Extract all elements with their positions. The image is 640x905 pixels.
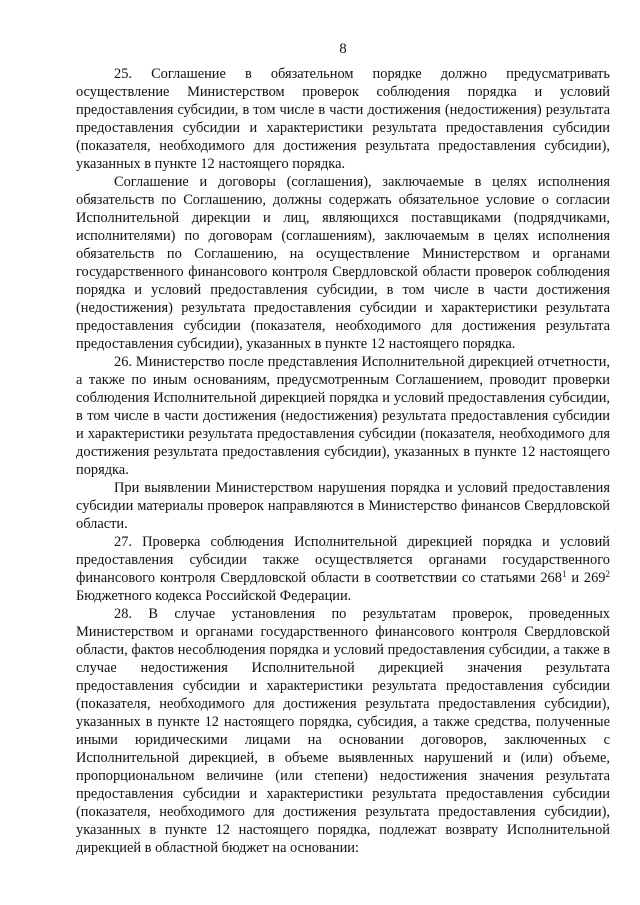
- paragraph-28: 28. В случае установления по результатам проверок, проведенных Министерством и органами государственного финансового контроля Свердловской области, фактов несоблюдения порядка и условий предоставления субсидии, а также в случае недостижения Исполнительной дирекцией значения результата предоставления субсидии и характеристики результата предоставления субсидии (показателя, необходимого для достижения результата предоставления субсидии), указанных в пункте 12 настоящего порядка, субсидия, а также средства, полученные иными юридическими лицами на основании договоров, заключенных с Исполнительной дирекцией, в объеме выявленных нарушений и (или) объеме, пропорциональном величине (или степени) недостижения значения результата предоставления субсидии и характеристики результата предоставления субсидии (показателя, необходимого для достижения результата предоставления субсидии), указанных в пункте 12 настоящего порядка, подлежат возврату Исполнительной дирекцией в областной бюджет на основании:: [76, 606, 610, 856]
- paragraph-27-text-after: Бюджетного кодекса Российской Федерации.: [76, 588, 352, 604]
- page-number: 8: [339, 41, 347, 57]
- superscript-2: 2: [605, 569, 610, 579]
- paragraph-27-text-before: 27. Проверка соблюдения Исполнительной дирекцией порядка и условий предоставления субсидии также осуществляется органами государственного финансового контроля Свердловской области в соответствии со статьями 268: [76, 534, 610, 586]
- paragraph-agreement-conditions: Соглашение и договоры (соглашения), заключаемые в целях исполнения обязательств по Соглашению, должны содержать обязательное условие о согласии Исполнительной дирекции и лиц, являющихся поставщиками (подрядчиками, исполнителями) по договорам (соглашениям), заключаемым в целях исполнения обязательств по Соглашению, на осуществление Министерством и органами государственного финансового контроля Свердловской области проверок соблюдения порядка и условий предоставления субсидии, в том числе в части достижения (недостижения) результата предоставления субсидии и характеристики результата предоставления субсидии (показателя, необходимого для достижения результата предоставления субсидии), указанных в пункте 12 настоящего порядка.: [76, 174, 610, 352]
- superscript-1: 1: [561, 569, 567, 579]
- paragraph-27: [76, 533, 610, 605]
- paragraph-26: 26. Министерство после представления Исполнительной дирекцией отчетности, а также по иным основаниям, предусмотренным Соглашением, проводит проверки соблюдения Исполнительной дирекцией порядка и условий предоставления субсидии, в том числе в части достижения (недостижения) результата предоставления субсидии и характеристики результата предоставления субсидии (показателя, необходимого для достижения результата предоставления субсидии), указанных в пункте 12 настоящего порядка.: [76, 354, 610, 478]
- paragraph-violation-materials: При выявлении Министерством нарушения порядка и условий предоставления субсидии материалы проверок направляются в Министерство финансов Свердловской области.: [76, 480, 610, 532]
- paragraph-27-text-mid: и 269: [566, 570, 606, 586]
- paragraph-25: 25. Соглашение в обязательном порядке должно предусматривать осуществление Министерством проверок соблюдения порядка и условий предоставления субсидии, в том числе в части достижения (недостижения) результата предоставления субсидии и характеристики результата предоставления субсидии (показателя, необходимого для достижения результата предоставления субсидии), указанных в пункте 12 настоящего порядка.: [76, 66, 610, 172]
